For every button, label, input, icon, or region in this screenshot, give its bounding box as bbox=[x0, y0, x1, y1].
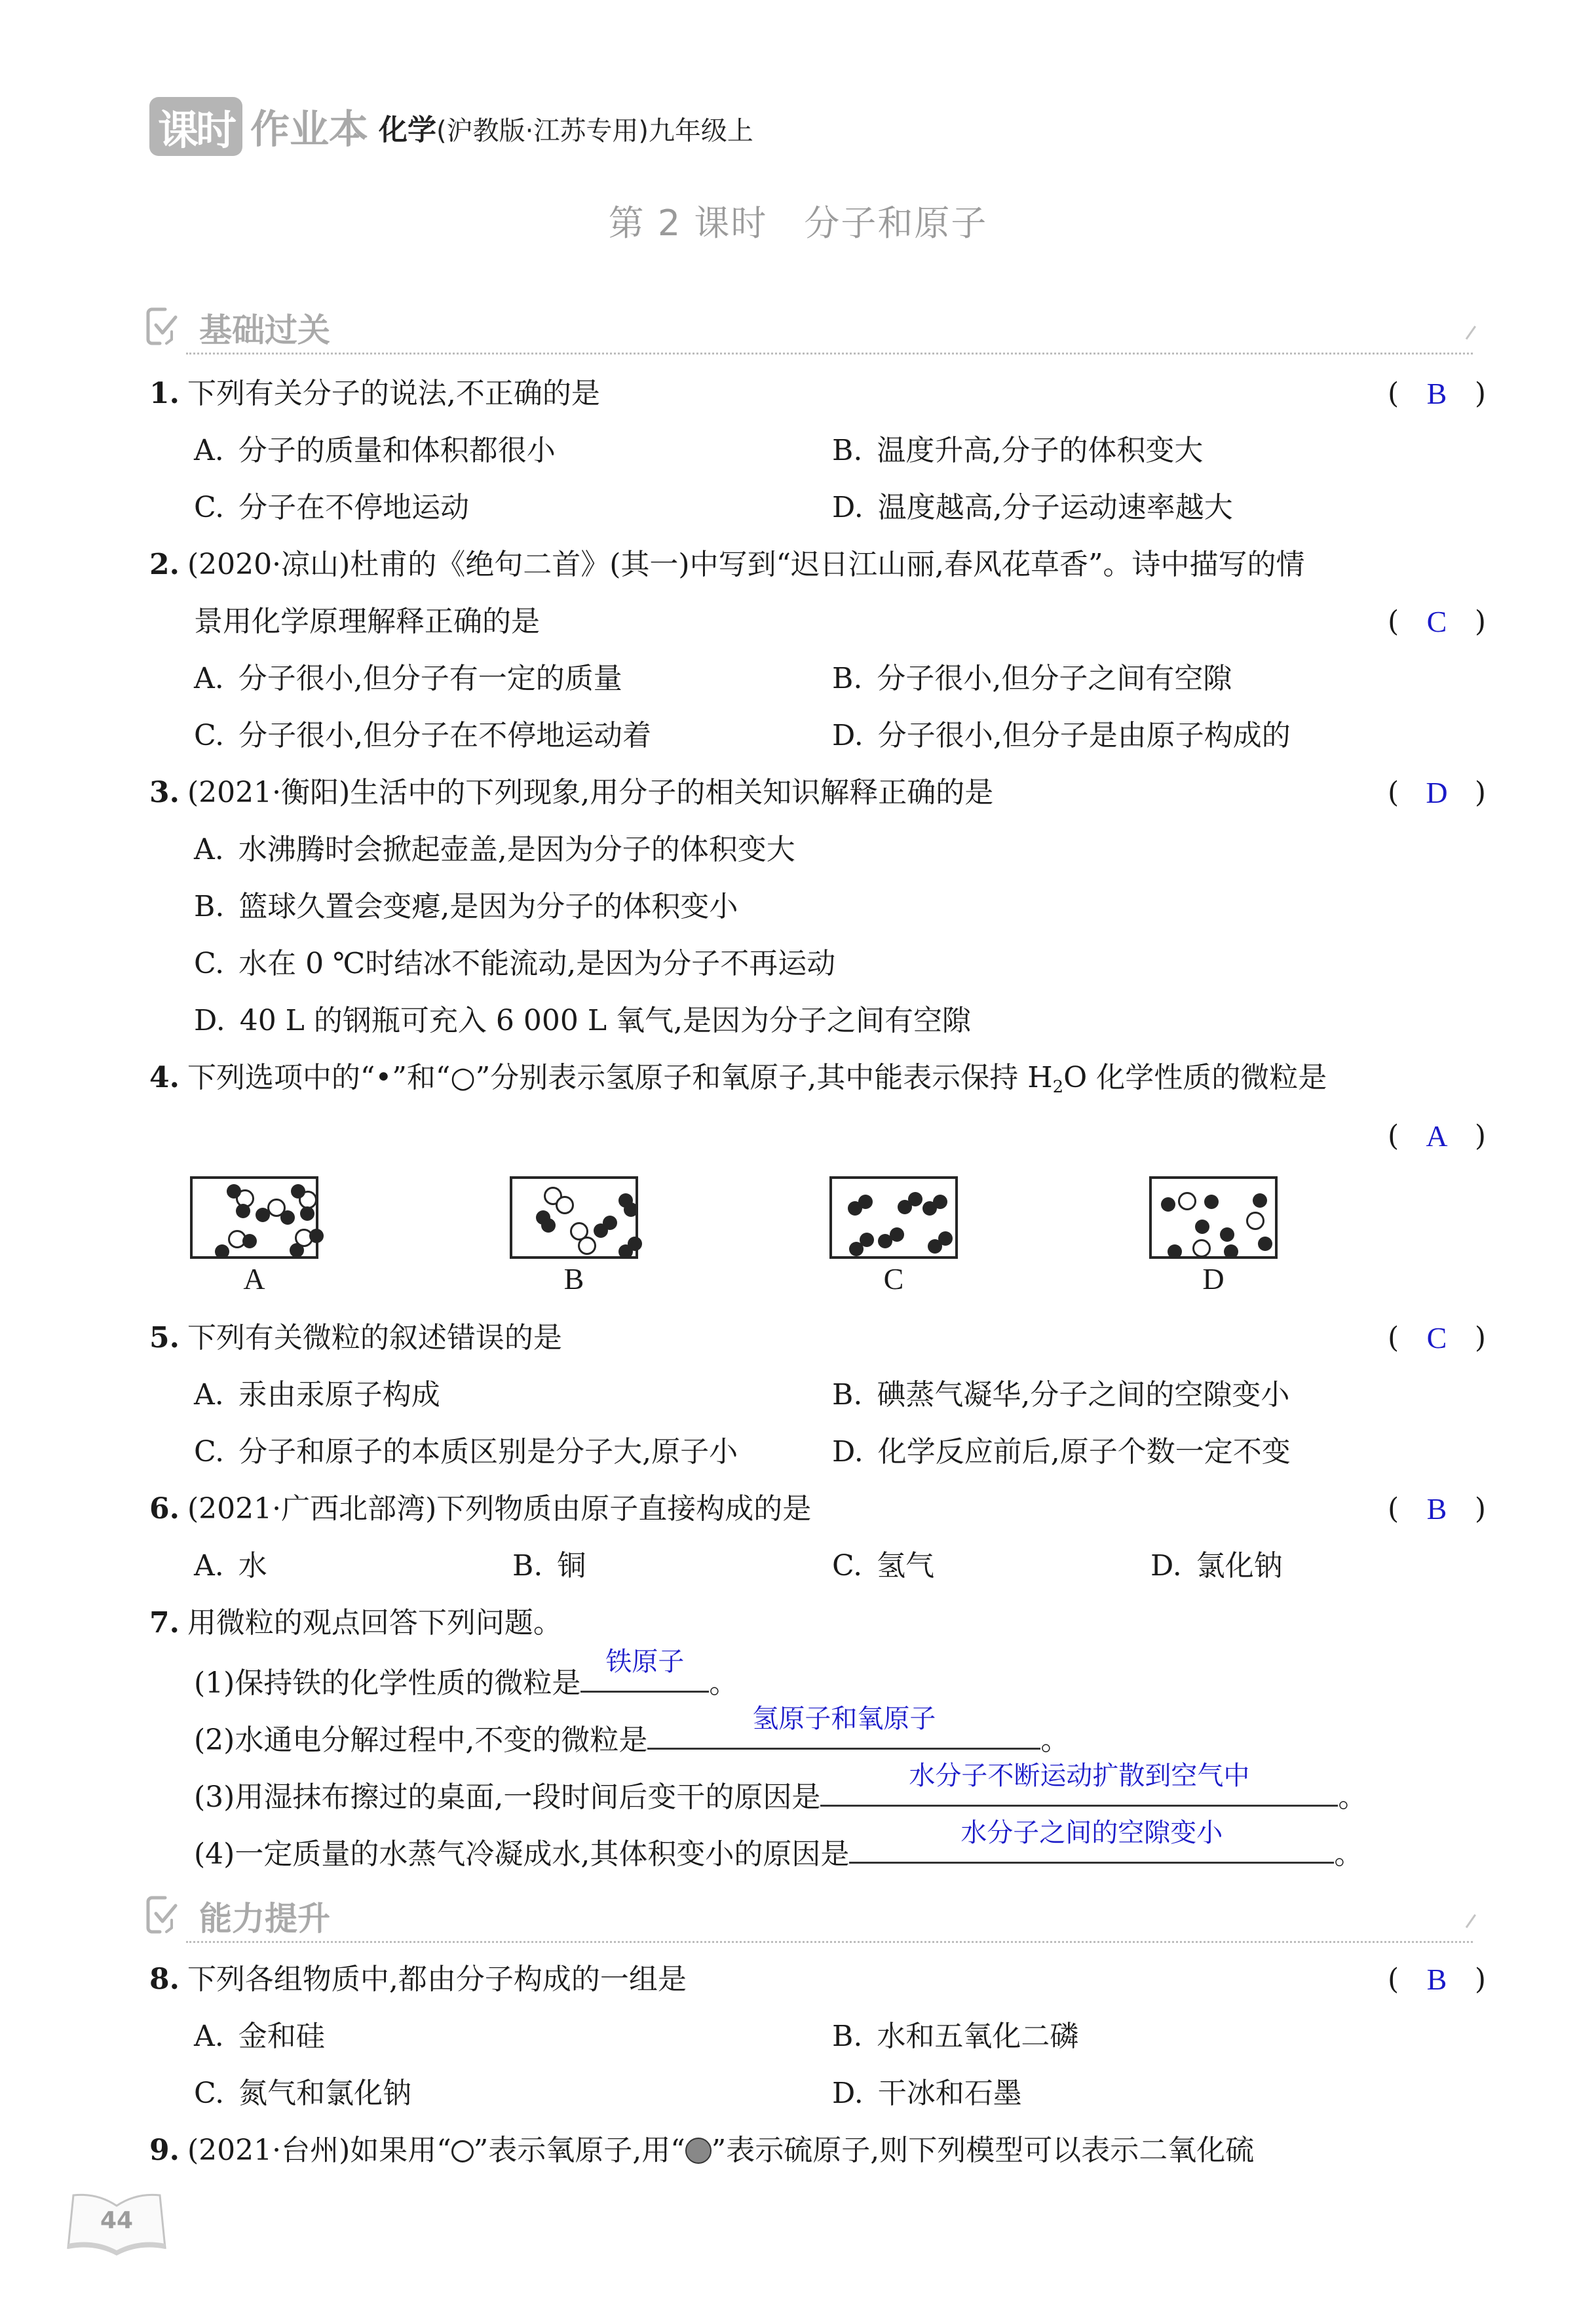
question-1-answer: ( B ) bbox=[1388, 377, 1486, 410]
question-1-option-b: B. 温度升高,分子的体积变大 bbox=[832, 434, 1204, 467]
question-6-option-c: C. 氢气 bbox=[832, 1549, 935, 1583]
page-number: 44 bbox=[100, 2207, 134, 2234]
diagram-c-label: C bbox=[883, 1262, 904, 1296]
question-3-option-d: D. 40 L 的钢瓶可充入 6 000 L 氧气,是因为分子之间有空隙 bbox=[194, 1004, 972, 1037]
question-7-part-1: (1)保持铁的化学性质的微粒是 铁原子 。 bbox=[194, 1647, 738, 1700]
answer-blank-1[interactable]: 铁原子 bbox=[580, 1662, 709, 1693]
section-divider-tick bbox=[1466, 1914, 1476, 1928]
lesson-title: 第 2 课时 分子和原子 bbox=[608, 202, 988, 244]
question-8-option-c: C. 氮气和氯化钠 bbox=[194, 2077, 412, 2110]
section-divider bbox=[186, 353, 1473, 355]
question-6-option-d: D. 氯化钠 bbox=[1150, 1549, 1283, 1583]
question-8-option-b: B. 水和五氧化二磷 bbox=[832, 2020, 1079, 2053]
question-2-option-a: A. 分子很小,但分子有一定的质量 bbox=[194, 662, 622, 695]
question-5-option-d: D. 化学反应前后,原子个数一定不变 bbox=[832, 1435, 1291, 1469]
question-7-part-2: (2)水通电分解过程中,不变的微粒是 氢原子和氧原子 。 bbox=[194, 1704, 1070, 1757]
book-detail: (沪教版·江苏专用)九年级上 bbox=[436, 116, 753, 146]
book-subject: 化学 bbox=[379, 113, 436, 147]
section-label: 能力提升 bbox=[199, 1900, 330, 1938]
diagram-d bbox=[1149, 1176, 1278, 1259]
question-7-part-3: (3)用湿抹布擦过的桌面,一段时间后变干的原因是 水分子不断运动扩散到空气中 。 bbox=[194, 1761, 1367, 1814]
brand-logo bbox=[149, 97, 242, 156]
question-2-answer: ( C ) bbox=[1388, 605, 1486, 638]
brand-subtitle: 作业本 bbox=[250, 107, 368, 153]
question-5-option-c: C. 分子和原子的本质区别是分子大,原子小 bbox=[194, 1435, 738, 1469]
answer-blank-2[interactable]: 氢原子和氧原子 bbox=[647, 1719, 1040, 1750]
question-7-stem: 7. 用微粒的观点回答下列问题。 bbox=[149, 1606, 562, 1640]
question-1-option-c: C. 分子在不停地运动 bbox=[194, 491, 470, 524]
diagram-d-label: D bbox=[1202, 1262, 1225, 1296]
section-divider-tick bbox=[1466, 326, 1476, 339]
diagram-c bbox=[829, 1176, 958, 1259]
checkbox-icon bbox=[145, 305, 183, 347]
diagram-a-label: A bbox=[243, 1262, 265, 1296]
question-6-option-a: A. 水 bbox=[194, 1549, 267, 1583]
brand-logo-text: 课时 bbox=[157, 106, 234, 154]
question-3-option-a: A. 水沸腾时会掀起壶盖,是因为分子的体积变大 bbox=[194, 833, 795, 866]
question-8-stem: 8. 下列各组物质中,都由分子构成的一组是 bbox=[149, 1963, 687, 1996]
question-6-option-b: B. 铜 bbox=[512, 1549, 586, 1583]
question-8-option-a: A. 金和硅 bbox=[194, 2020, 325, 2053]
section-header-basics bbox=[145, 301, 1482, 360]
diagram-b bbox=[510, 1176, 638, 1259]
question-6-answer: ( B ) bbox=[1388, 1492, 1486, 1526]
question-4-answer: ( A ) bbox=[1388, 1119, 1486, 1153]
question-3-option-b: B. 篮球久置会变瘪,是因为分子的体积变小 bbox=[194, 890, 738, 923]
question-1-stem: 1. 下列有关分子的说法,不正确的是 bbox=[149, 377, 600, 410]
oxygen-atom-icon bbox=[451, 2140, 474, 2162]
section-header-advanced bbox=[145, 1890, 1482, 1949]
question-5-answer: ( C ) bbox=[1388, 1321, 1486, 1355]
question-2-option-c: C. 分子很小,但分子在不停地运动着 bbox=[194, 719, 652, 752]
question-8-answer: ( B ) bbox=[1388, 1963, 1486, 1996]
question-3-answer: ( D ) bbox=[1388, 776, 1486, 809]
question-1-option-a: A. 分子的质量和体积都很小 bbox=[194, 434, 556, 467]
question-3-stem: 3. (2021·衡阳)生活中的下列现象,用分子的相关知识解释正确的是 bbox=[149, 776, 994, 809]
answer-blank-3[interactable]: 水分子不断运动扩散到空气中 bbox=[820, 1776, 1338, 1807]
diagram-b-label: B bbox=[563, 1262, 584, 1296]
question-6-stem: 6. (2021·广西北部湾)下列物质由原子直接构成的是 bbox=[149, 1492, 812, 1526]
answer-blank-4[interactable]: 水分子之间的空隙变小 bbox=[849, 1833, 1334, 1864]
question-4-stem: 4. 下列选项中的“•”和“○”分别表示氢原子和氧原子,其中能表示保持 $H_2O$ 化学性质的微粒是 bbox=[149, 1061, 1327, 1097]
diagram-a bbox=[190, 1176, 318, 1259]
question-2-option-d: D. 分子很小,但分子是由原子构成的 bbox=[832, 719, 1291, 752]
question-5-stem: 5. 下列有关微粒的叙述错误的是 bbox=[149, 1321, 562, 1355]
question-2-stem-line1: 2. (2020·凉山)杜甫的《绝句二首》(其一)中写到“迟日江山丽,春风花草香”。诗中描写的情 bbox=[149, 548, 1305, 581]
section-divider bbox=[186, 1941, 1473, 1943]
book-title bbox=[379, 106, 753, 148]
question-2-option-b: B. 分子很小,但分子之间有空隙 bbox=[832, 662, 1232, 695]
question-8-option-d: D. 干冰和石墨 bbox=[832, 2077, 1022, 2110]
sulfur-atom-icon bbox=[685, 2138, 712, 2164]
question-5-option-b: B. 碘蒸气凝华,分子之间的空隙变小 bbox=[832, 1378, 1290, 1412]
question-7-part-4: (4)一定质量的水蒸气冷凝成水,其体积变小的原因是 水分子之间的空隙变小 。 bbox=[194, 1818, 1363, 1871]
checkbox-icon bbox=[145, 1894, 183, 1936]
section-label: 基础过关 bbox=[199, 311, 330, 349]
question-5-option-a: A. 汞由汞原子构成 bbox=[194, 1378, 440, 1412]
question-1-option-d: D. 温度越高,分子运动速率越大 bbox=[832, 491, 1233, 524]
question-2-stem-line2: 景用化学原理解释正确的是 bbox=[194, 605, 540, 638]
question-9-stem: 9. (2021·台州)如果用“ ”表示氧原子,用“ ”表示硫原子,则下列模型可以表示二氧化硫 bbox=[149, 2134, 1255, 2167]
question-3-option-c: C. 水在 0 ℃时结冰不能流动,是因为分子不再运动 bbox=[194, 947, 836, 980]
